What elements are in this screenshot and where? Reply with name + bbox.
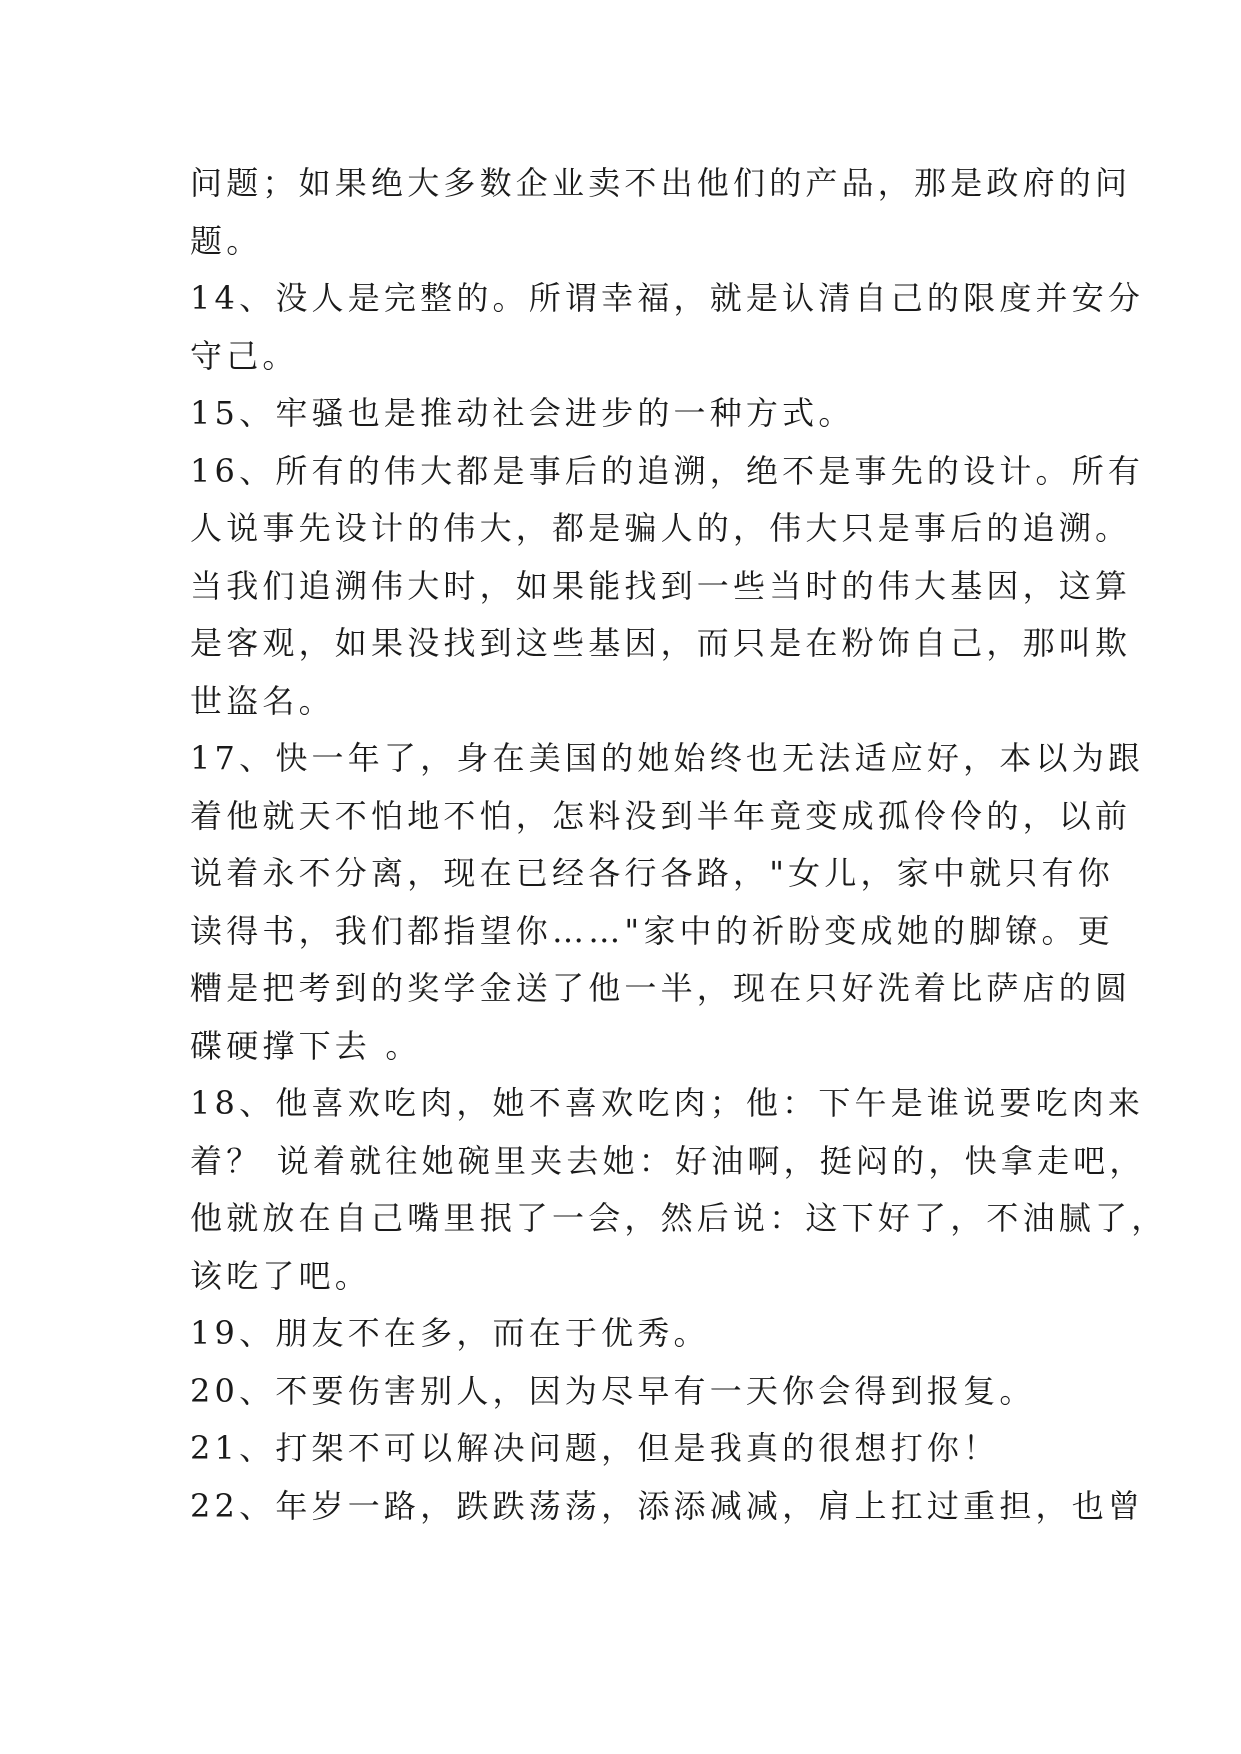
text-line: 17、快一年了，身在美国的她始终也无法适应好，本以为跟 bbox=[190, 739, 1145, 777]
text-line: 15、牢骚也是推动社会进步的一种方式。 bbox=[190, 394, 855, 432]
text-line: 说着永不分离，现在已经各行各路，"女儿，家中就只有你 bbox=[190, 854, 1114, 892]
text-line: 着？ 说着就往她碗里夹去她：好油啊，挺闷的，快拿走吧， bbox=[190, 1141, 1146, 1180]
text-line: 读得书，我们都指望你……"家中的祈盼变成她的脚镣。更 bbox=[190, 911, 1114, 950]
document-body bbox=[190, 155, 1168, 1535]
text-line: 当我们追溯伟大时，如果能找到一些当时的伟大基因，这算 bbox=[190, 566, 1132, 605]
text-line: 21、打架不可以解决问题，但是我真的很想打你！ bbox=[190, 1429, 1000, 1467]
text-line: 14、没人是完整的。所谓幸福，就是认清自己的限度并安分 bbox=[190, 279, 1145, 317]
text-line: 着他就天不怕地不怕，怎料没到半年竟变成孤伶伶的，以前 bbox=[190, 796, 1132, 835]
text-line: 世盗名。 bbox=[190, 681, 335, 720]
text-line: 糟是把考到的奖学金送了他一半，现在只好洗着比萨店的圆 bbox=[190, 969, 1132, 1007]
text-line: 守己。 bbox=[190, 336, 299, 375]
text-line: 18、他喜欢吃肉，她不喜欢吃肉；他：下午是谁说要吃肉来 bbox=[190, 1084, 1145, 1122]
text-line: 问题；如果绝大多数企业卖不出他们的产品，那是政府的问 bbox=[190, 164, 1132, 202]
text-line: 他就放在自己嘴里抿了一会，然后说：这下好了，不油腻了， bbox=[190, 1199, 1168, 1237]
text-line: 是客观，如果没找到这些基因，而只是在粉饰自己，那叫欺 bbox=[190, 624, 1132, 662]
text-line: 16、所有的伟大都是事后的追溯，绝不是事先的设计。所有 bbox=[190, 451, 1145, 490]
text-line: 碟硬撑下去 。 bbox=[190, 1026, 422, 1065]
text-line: 人说事先设计的伟大，都是骗人的，伟大只是事后的追溯。 bbox=[190, 509, 1132, 547]
text-line: 该吃了吧。 bbox=[190, 1256, 372, 1295]
text-line: 20、不要伤害别人，因为尽早有一天你会得到报复。 bbox=[190, 1371, 1036, 1410]
text-line: 题。 bbox=[190, 221, 263, 260]
text-line: 22、年岁一路，跌跌荡荡，添添减减，肩上扛过重担，也曾 bbox=[190, 1486, 1145, 1525]
text-line: 19、朋友不在多，而在于优秀。 bbox=[190, 1314, 710, 1352]
